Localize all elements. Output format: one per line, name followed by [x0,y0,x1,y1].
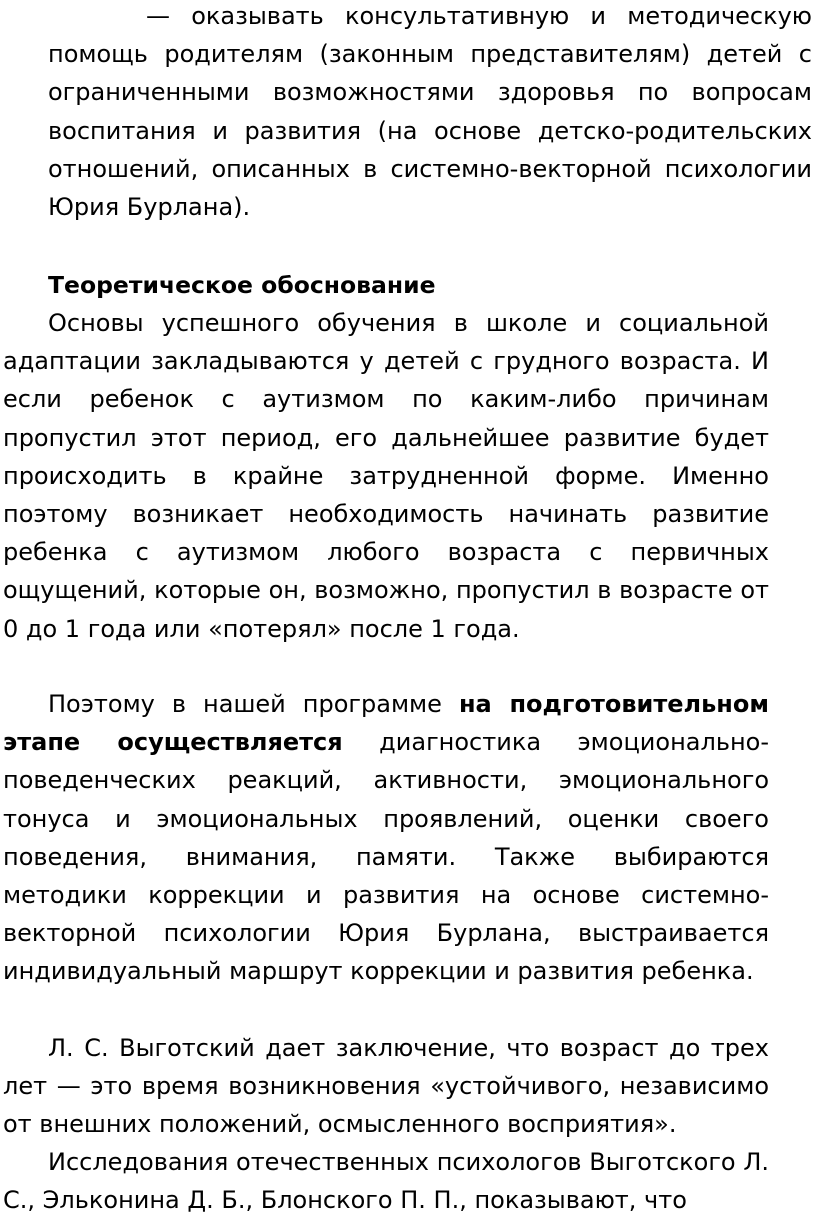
paragraph-foundations: Основы успешного обучения в школе и социальной адаптации закладываются у детей с грудного возраста. И если ребенок с аутизмом по каким-либо причинам пропустил этот период, его дальнейшее развитие будет происходить в крайне затрудненной форме. Именно поэтому возникает необходимость начинать развитие ребенка с аутизмом любого возраста с первичных ощущений, которые он, возможно, пропустил в возрасте от 0 до 1 года или «потерял» после 1 года. [3,309,769,643]
paragraph-research: Исследования отечественных психологов Выготского Л. С., Эльконина Д. Б., Блонского П. П., показывают, что [3,1148,769,1215]
paragraph-consulting: — оказывать консультативную и методическую помощь родителям (законным представителям) детей с ограниченными возможностями здоровья по вопросам воспитания и развития (на основе детско-родительских отношений, описанных в системно-векторной психологии Юрия Бурлана). [48,2,812,222]
paragraph-program-rest: диагностика эмоционально-поведенческих реакций, активности, эмоционального тонуса и эмоциональных проявлений, оценки своего поведения, внимания, памяти. Также выбираются методики коррекции и развития на основе системно-векторной психологии Юрия Бурлана, выстраивается индивидуальный маршрут коррекции и развития ребенка. [3,728,769,986]
paragraph-vygotsky: Л. С. Выготский дает заключение, что возраст до трех лет — это время возникновения «устойчивого, независимо от внешних положений, осмысленного восприятия». [3,1034,769,1139]
paragraph-program-bold: на подготовительном этапе осуществляется [3,690,769,757]
paragraph-program-lead: Поэтому в нашей программе [48,690,459,718]
section-heading: Теоретическое обоснование [48,271,436,299]
paragraph-program [3,685,769,991]
